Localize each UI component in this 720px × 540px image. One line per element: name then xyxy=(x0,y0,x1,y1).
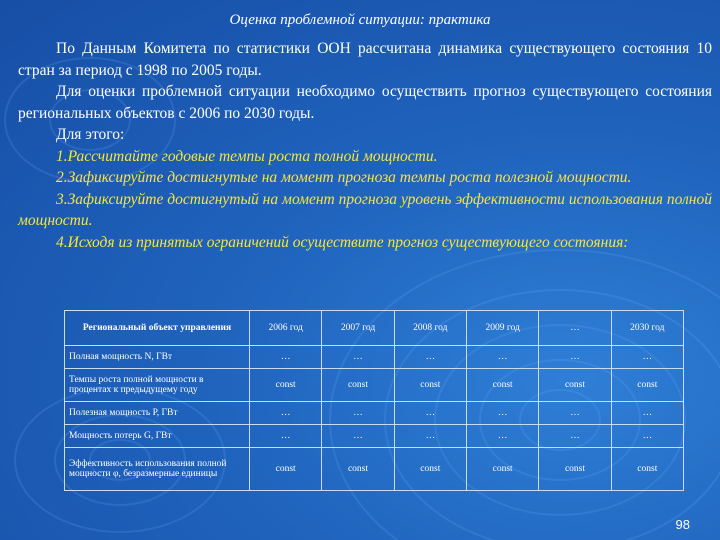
row-label: Полезная мощность P, ГВт xyxy=(65,402,250,425)
table-cell: … xyxy=(322,346,394,369)
table-cell: const xyxy=(466,369,538,402)
table-cell: … xyxy=(250,402,322,425)
table-row xyxy=(65,448,684,491)
table-cell: … xyxy=(322,402,394,425)
paragraph-data-source: По Данным Комитета по статистики ООН рассчитана динамика существующего состояния 10 стран за период с 1998 по 2005 годы. xyxy=(18,40,712,79)
table-cell: … xyxy=(250,346,322,369)
table-cell: … xyxy=(394,346,466,369)
table-cell: … xyxy=(539,425,611,448)
column-header: 2030 год xyxy=(611,311,683,346)
table-cell: const xyxy=(611,448,683,491)
table-row xyxy=(65,402,684,425)
table-header-row xyxy=(65,311,684,346)
table-cell: … xyxy=(322,425,394,448)
table-cell: const xyxy=(394,369,466,402)
table-cell: const xyxy=(322,448,394,491)
column-header: 2008 год xyxy=(394,311,466,346)
task-item: 3.Зафиксируйте достигнутый на момент прогноза уровень эффективности использования полной мощности. xyxy=(18,190,712,229)
row-label: Мощность потерь G, ГВт xyxy=(65,425,250,448)
forecast-table xyxy=(64,310,684,491)
slide-title: Оценка проблемной ситуации: практика xyxy=(229,12,491,28)
row-label: Темпы роста полной мощности в процентах к предыдущему году xyxy=(65,369,250,402)
table-cell: const xyxy=(250,369,322,402)
table-cell: const xyxy=(394,448,466,491)
table-cell: … xyxy=(539,346,611,369)
column-header: 2006 год xyxy=(250,311,322,346)
table-cell: … xyxy=(539,402,611,425)
task-item: 1.Рассчитайте годовые темпы роста полной мощности. xyxy=(56,147,438,165)
table-cell: … xyxy=(611,425,683,448)
row-label: Полная мощность N, ГВт xyxy=(65,346,250,369)
table-cell: … xyxy=(466,402,538,425)
table-cell: const xyxy=(539,448,611,491)
table-cell: const xyxy=(539,369,611,402)
task-item: 4.Исходя из принятых ограничений осуществите прогноз существующего состояния: xyxy=(56,233,629,251)
slide-body xyxy=(18,38,712,253)
page-number: 98 xyxy=(675,517,690,532)
paragraph-forecast-goal: Для оценки проблемной ситуации необходимо осуществить прогноз существующего состояния региональных объектов с 2006 по 2030 годы. xyxy=(18,83,712,122)
column-header: … xyxy=(539,311,611,346)
table-row xyxy=(65,346,684,369)
table-cell: … xyxy=(466,346,538,369)
table-cell: … xyxy=(611,402,683,425)
table-cell: const xyxy=(611,369,683,402)
table-row xyxy=(65,369,684,402)
table-cell: … xyxy=(394,425,466,448)
table-cell: const xyxy=(466,448,538,491)
table-cell: const xyxy=(250,448,322,491)
table-cell: const xyxy=(322,369,394,402)
table-row xyxy=(65,425,684,448)
table-cell: … xyxy=(250,425,322,448)
column-header: 2009 год xyxy=(466,311,538,346)
column-header: Региональный объект управления xyxy=(65,311,250,346)
paragraph-tasks-intro: Для этого: xyxy=(56,126,125,143)
table-cell: … xyxy=(466,425,538,448)
task-item: 2.Зафиксируйте достигнутые на момент прогноза темпы роста полезной мощности. xyxy=(56,169,632,186)
row-label: Эффективность использования полной мощности φ, безразмерные единицы xyxy=(65,448,250,491)
column-header: 2007 год xyxy=(322,311,394,346)
table-cell: … xyxy=(611,346,683,369)
table-cell: … xyxy=(394,402,466,425)
